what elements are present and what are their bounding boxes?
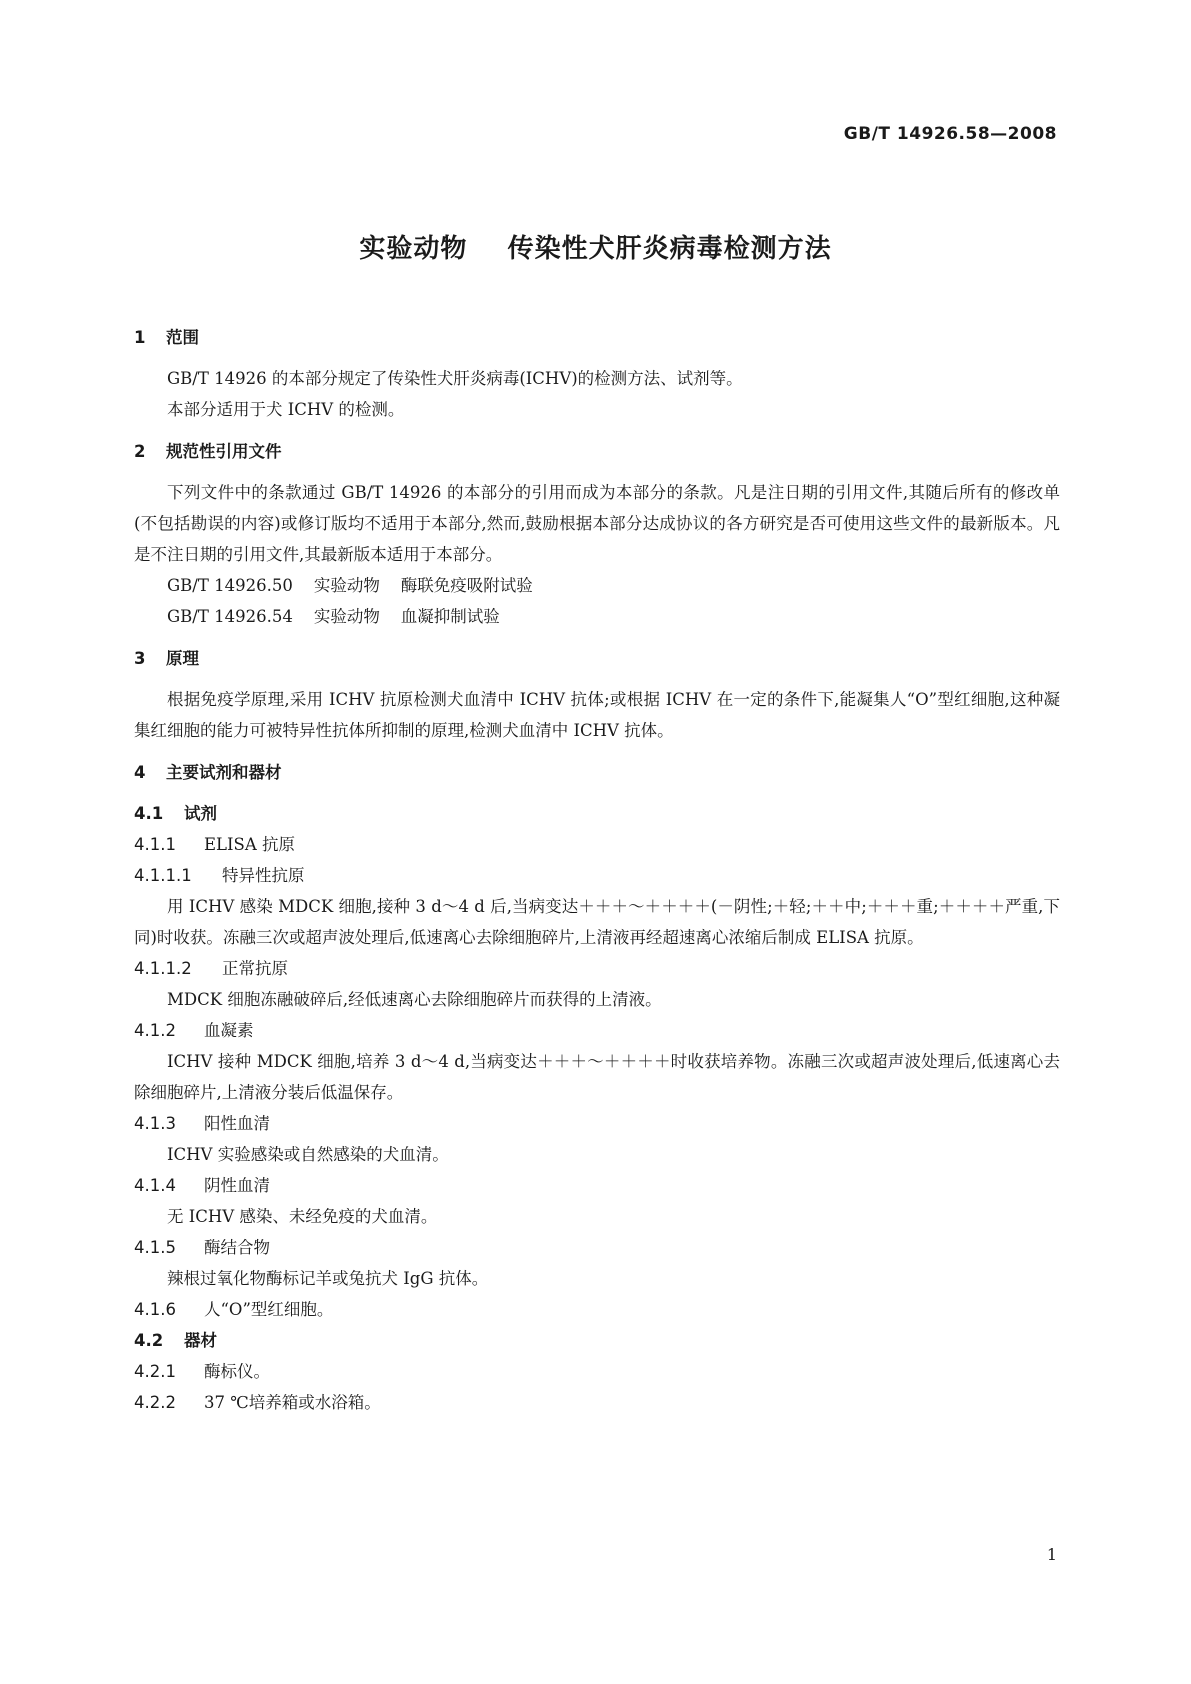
section-heading-2 — [134, 437, 1060, 467]
paragraph: 本部分适用于犬 ICHV 的检测。 — [167, 400, 405, 419]
section-title: 主要试剂和器材 — [166, 763, 282, 782]
subsection-number: 4.1.5 — [134, 1238, 176, 1257]
subsection-heading — [134, 1015, 1060, 1046]
paragraph: ICHV 接种 MDCK 细胞,培养 3 d～4 d,当病变达＋＋＋～＋＋＋＋时收获培养物。冻融三次或超声波处理后,低速离心去除细胞碎片,上清液分装后低温保存。 — [134, 1052, 1060, 1102]
subsection-number: 4.1.4 — [134, 1176, 176, 1195]
subsection-heading — [134, 1108, 1060, 1139]
subsection-number: 4.1.3 — [134, 1114, 176, 1133]
subsection-heading — [134, 829, 1060, 860]
subsection-title: 器材 — [184, 1331, 217, 1350]
section-number: 1 — [134, 328, 146, 347]
paragraph: 无 ICHV 感染、未经免疫的犬血清。 — [167, 1207, 438, 1226]
subsection-title: 血凝素 — [204, 1021, 254, 1040]
normative-reference: GB/T 14926.54 实验动物 血凝抑制试验 — [167, 607, 500, 626]
subsection-title: 酶标仪。 — [204, 1362, 270, 1381]
paragraph: 根据免疫学原理,采用 ICHV 抗原检测犬血清中 ICHV 抗体;或根据 ICHV 在一定的条件下,能凝集人“O”型红细胞,这种凝集红细胞的能力可被特异性抗体所抑制的原理,检测犬血清中 ICHV 抗体。 — [134, 690, 1060, 740]
subsection-title: ELISA 抗原 — [204, 835, 295, 854]
subsection-heading — [134, 1232, 1060, 1263]
section-number: 4 — [134, 763, 146, 782]
paragraph: 辣根过氧化物酶标记羊或兔抗犬 IgG 抗体。 — [167, 1269, 489, 1288]
paragraph: GB/T 14926 的本部分规定了传染性犬肝炎病毒(ICHV)的检测方法、试剂等。 — [167, 369, 743, 388]
subsection-number: 4.1.2 — [134, 1021, 176, 1040]
section-title: 范围 — [166, 328, 199, 347]
subsection-number: 4.2.1 — [134, 1362, 176, 1381]
section-number: 2 — [134, 442, 146, 461]
subsection-heading — [134, 1294, 1060, 1325]
section-heading-1 — [134, 323, 1060, 353]
subsection-title: 酶结合物 — [204, 1238, 270, 1257]
subsection-heading — [134, 953, 1060, 984]
subsection-number: 4.1.6 — [134, 1300, 176, 1319]
page-number: 1 — [1046, 1545, 1057, 1564]
paragraph: MDCK 细胞冻融破碎后,经低速离心去除细胞碎片而获得的上清液。 — [167, 990, 662, 1009]
subsection-heading — [134, 1387, 1060, 1418]
subsection-number: 4.2.2 — [134, 1393, 176, 1412]
section-heading-3 — [134, 644, 1060, 674]
paragraph: 用 ICHV 感染 MDCK 细胞,接种 3 d～4 d 后,当病变达＋＋＋～＋＋＋＋(－阴性;＋轻;＋＋中;＋＋＋重;＋＋＋＋严重,下同)时收获。冻融三次或超声波处理后,低速离心去除细胞碎片,上清液再经超速离心浓缩后制成 ELISA 抗原。 — [134, 897, 1060, 947]
subsection-title: 人“O”型红细胞。 — [204, 1300, 334, 1319]
standard-code: GB/T 14926.58—2008 — [843, 124, 1057, 144]
subsection-heading — [134, 860, 1060, 891]
subsection-title: 正常抗原 — [222, 959, 288, 978]
subsection-heading — [134, 1325, 1060, 1356]
subsection-heading — [134, 1356, 1060, 1387]
subsection-title: 阴性血清 — [204, 1176, 270, 1195]
subsection-number: 4.1 — [134, 804, 164, 823]
section-title: 规范性引用文件 — [166, 442, 282, 461]
subsection-title: 37 ℃培养箱或水浴箱。 — [204, 1393, 381, 1412]
subsection-heading — [134, 798, 1060, 829]
subsection-title: 特异性抗原 — [222, 866, 305, 885]
subsection-number: 4.1.1 — [134, 835, 176, 854]
section-heading-4 — [134, 758, 1060, 788]
paragraph: 下列文件中的条款通过 GB/T 14926 的本部分的引用而成为本部分的条款。凡是注日期的引用文件,其随后所有的修改单(不包括勘误的内容)或修订版均不适用于本部分,然而,鼓励根据本部分达成协议的各方研究是否可使用这些文件的最新版本。凡是不注日期的引用文件,其最新版本适用于本部分。 — [134, 483, 1060, 564]
document-title: 实验动物 传染性犬肝炎病毒检测方法 — [359, 234, 832, 264]
normative-reference: GB/T 14926.50 实验动物 酶联免疫吸附试验 — [167, 576, 533, 595]
subsection-number: 4.1.1.1 — [134, 866, 192, 885]
document-body — [134, 323, 1060, 1418]
section-number: 3 — [134, 649, 146, 668]
paragraph: ICHV 实验感染或自然感染的犬血清。 — [167, 1145, 449, 1164]
subsection-title: 阳性血清 — [204, 1114, 270, 1133]
subsection-number: 4.2 — [134, 1331, 164, 1350]
subsection-heading — [134, 1170, 1060, 1201]
section-title: 原理 — [166, 649, 199, 668]
subsection-title: 试剂 — [184, 804, 217, 823]
subsection-number: 4.1.1.2 — [134, 959, 192, 978]
